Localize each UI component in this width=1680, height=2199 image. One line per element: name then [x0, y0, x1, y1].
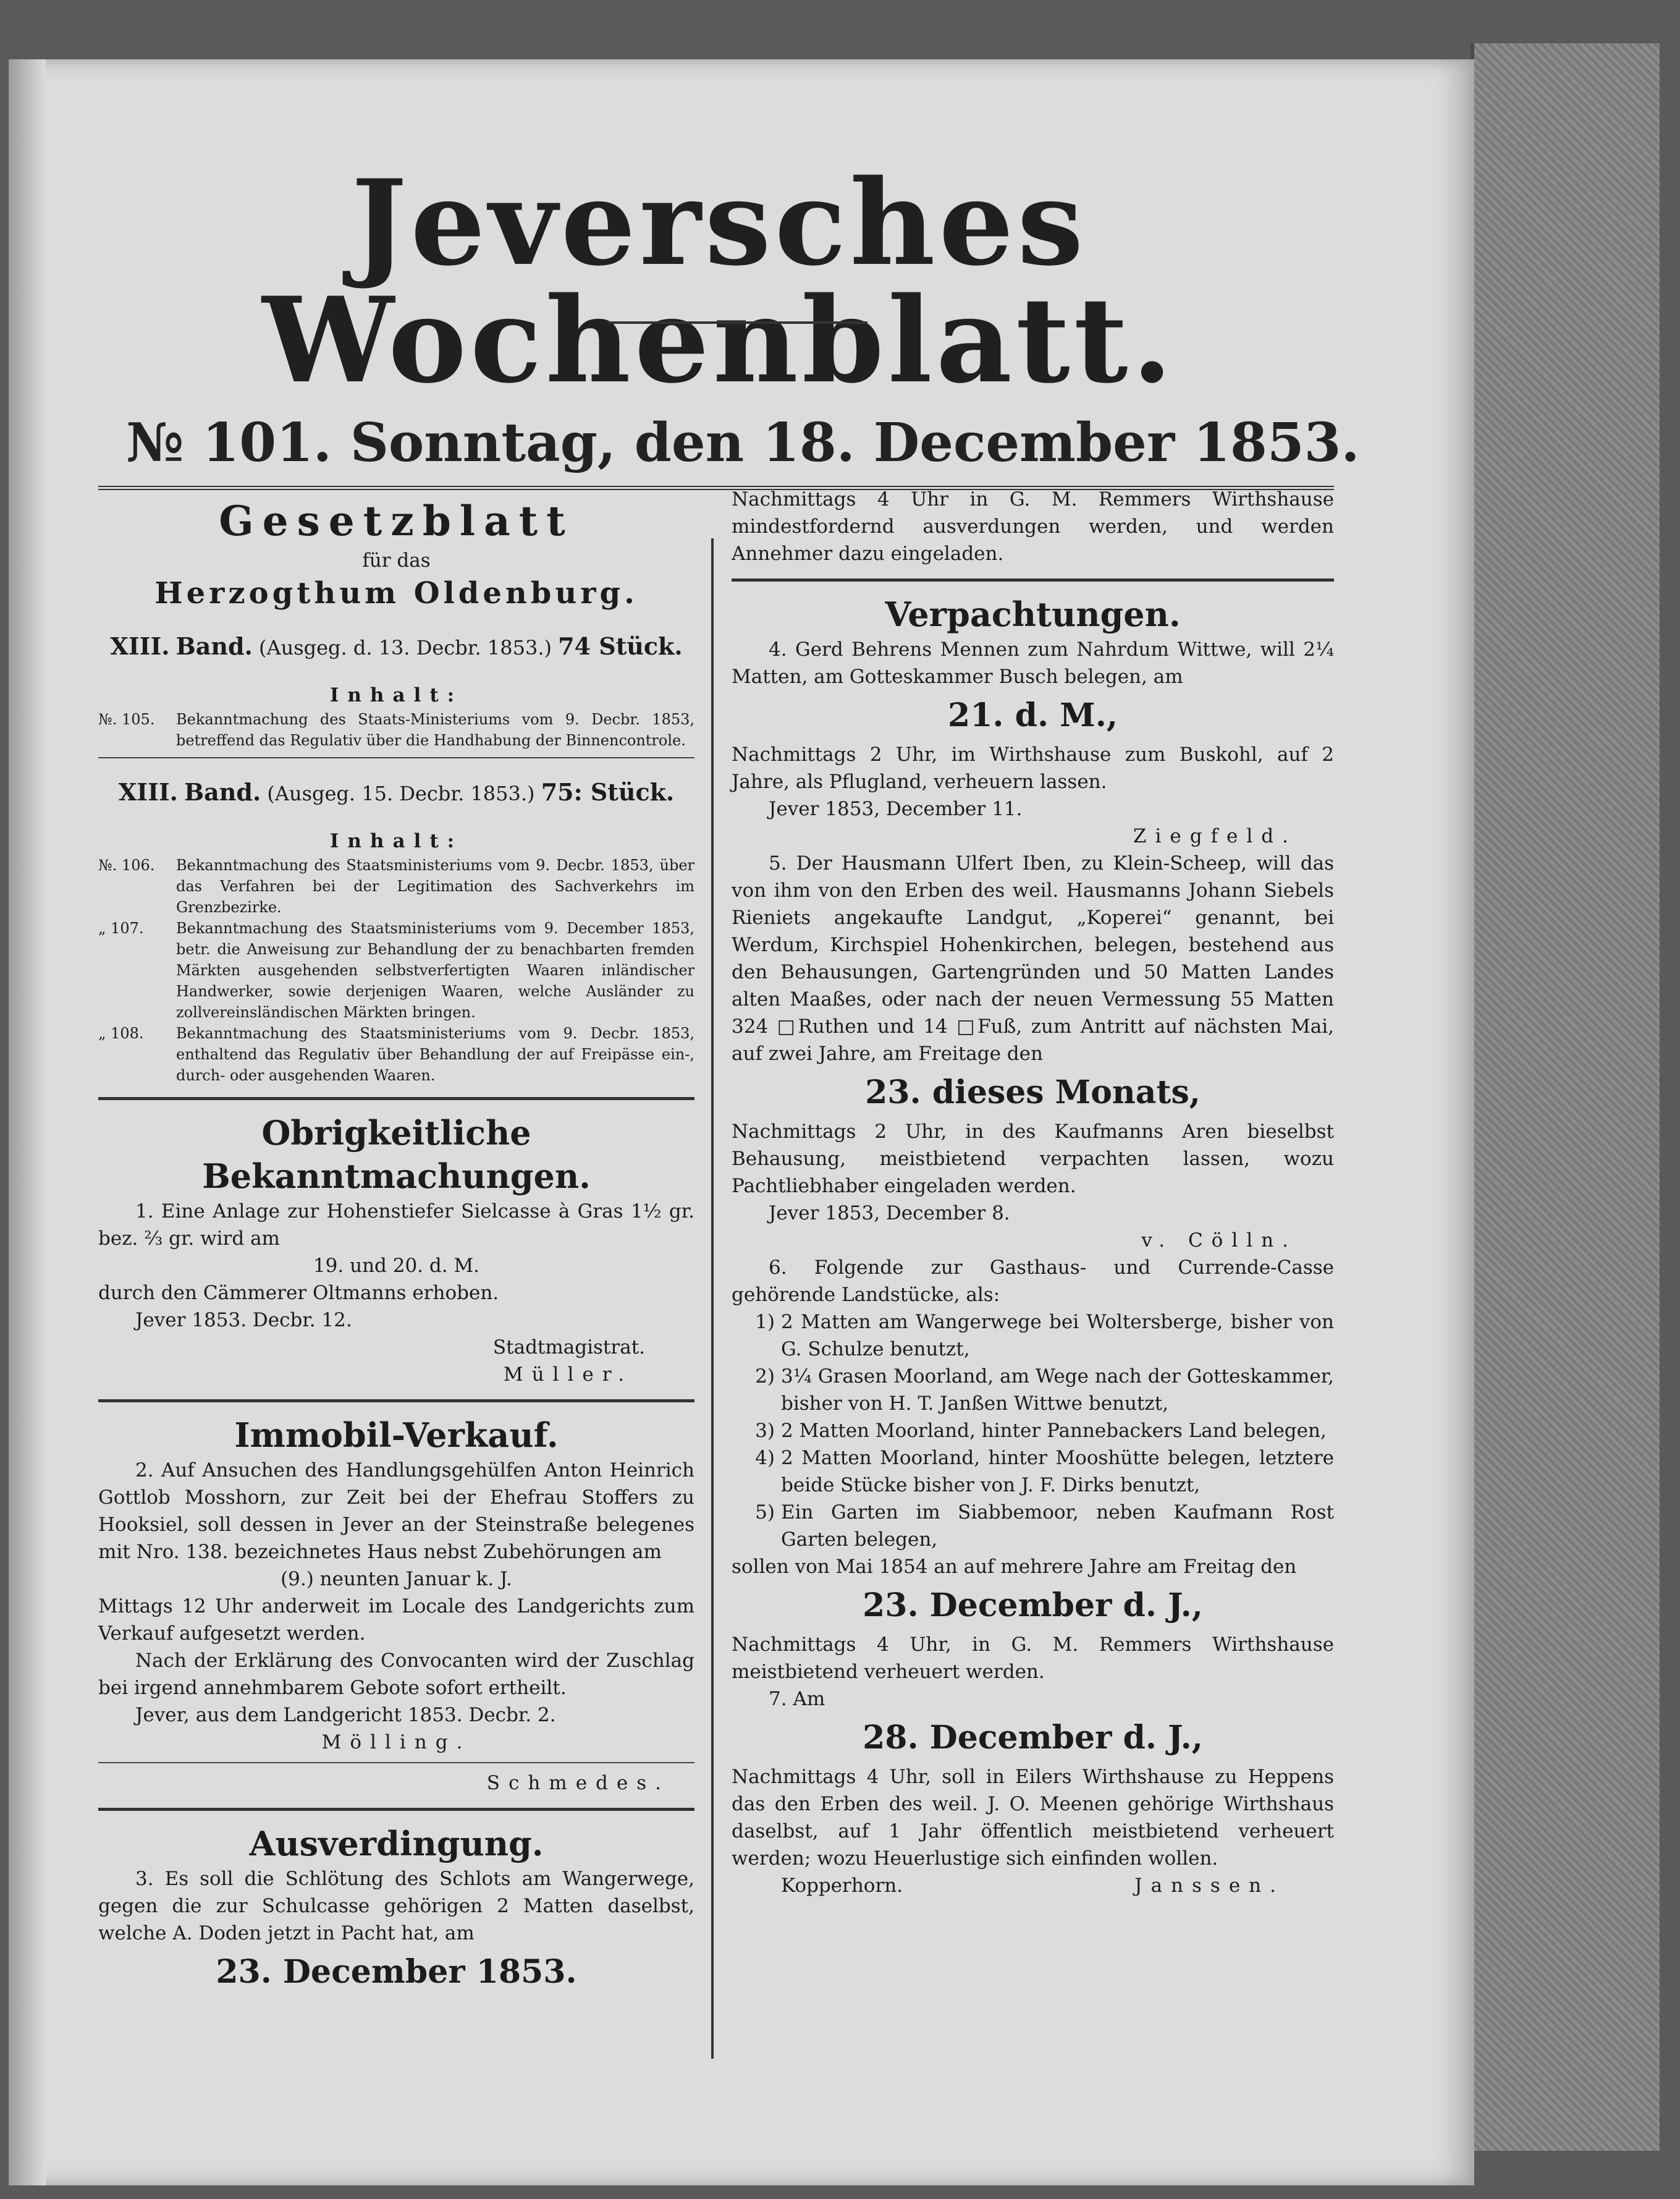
verp-p4b: Nachmittags 2 Uhr, im Wirthshause zum Buskohl, auf 2 Jahre, als Pflugland, verheuern lassen. [732, 744, 1334, 793]
ausverdingung-date: 23. December 1853. [216, 1953, 577, 1991]
band-stueck: 74 Stück. [558, 632, 683, 660]
band-lead: XIII. [118, 778, 178, 806]
obrig-p1: 1. Eine Anlage zur Hohenstiefer Sielcasse à Gras 1½ gr. bez. ⅔ gr. wird am [98, 1200, 694, 1250]
gesetzblatt-title: Gesetzblatt [219, 497, 574, 545]
band-mid: (Ausgeg. d. 13. Decbr. 1853.) [258, 636, 552, 659]
gesetzblatt-sub: für das [362, 549, 431, 572]
divider [98, 757, 694, 758]
land-item-text: 2 Matten am Wangerwege bei Woltersberge, bisher von G. Schulze benutzt, [781, 1311, 1334, 1360]
obrig-p2: durch den Cämmerer Oltmanns erhoben. [98, 1282, 499, 1304]
obrig-sign: Müller. [503, 1363, 633, 1386]
obrig-title: Obrigkeitliche Bekanntmachungen. [202, 1113, 591, 1196]
land-item [732, 1363, 1334, 1417]
issue-line: № 101. Sonntag, den 18. December 1853. [126, 412, 1360, 474]
verp-p7b: Nachmittags 4 Uhr, soll in Eilers Wirthshause zu Heppens das den Erben des weil. J. O. Meenen gehörige Wirthshaus daselbst, auf 1 Jahr öffentlich meistbietend verheuert werden; wozu Heuerlustige sich einfinden wollen. [732, 1766, 1334, 1870]
verpachtungen-title: Verpachtungen. [885, 595, 1181, 634]
verp-p4: 4. Gerd Behrens Mennen zum Nahrdum Wittwe, will 2¼ Matten, am Gotteskammer Busch belegen, am [732, 638, 1334, 688]
ausverdingung-title: Ausverdingung. [249, 1824, 544, 1863]
ausverdingung-p1: 3. Es soll die Schlötung des Schlots am Wangerwege, gegen die zur Schulcasse gehörigen 2 Matten daselbst, welche A. Doden jetzt in Pacht hat, am [98, 1868, 694, 1944]
immobil-title: Immobil-Verkauf. [234, 1415, 559, 1455]
gesetz-item [98, 855, 694, 918]
verp-date6: 23. December d. J., [863, 1587, 1203, 1624]
band-line-74 [98, 632, 694, 662]
land-item-text: 2 Matten Moorland, hinter Mooshütte belegen, letztere beide Stücke bisher von J. F. Dirks benutzt, [781, 1447, 1334, 1496]
land-item-no: 2) [755, 1365, 775, 1388]
gesetz-text: Bekanntmachung des Staatsministeriums vom 9. Decbr. 1853, enthaltend das Regulativ über Behandlung der auf Freipässe ein-, durch- oder ausgehenden Waaren. [176, 1025, 694, 1084]
gesetz-text: Bekanntmachung des Staatsministeriums vom 9. December 1853, betr. die Anweisung zur Behandlung der zu benachbarten fremden Märkten ausgehenden selbstverfertigten Waaren inländischer Handwerker, sowie derjenigen Waaren, welche Ausländer zu zollvereinsländischen Märkten bringen. [176, 920, 694, 1021]
band-word: Band. [184, 778, 261, 806]
divider [732, 578, 1334, 582]
land-item [732, 1499, 1334, 1553]
verp-p7: 7. Am [769, 1688, 825, 1710]
verp-place5: Jever 1853, December 8. [769, 1202, 1010, 1224]
verp-p6b: sollen von Mai 1854 an auf mehrere Jahre am Freitag den [732, 1556, 1297, 1578]
gesetz-no: №. 105. [98, 711, 155, 728]
continued-text: Nachmittags 4 Uhr in G. M. Remmers Wirthshause mindestfordernd ausverdungen werden, und werden Annehmer dazu eingeladen. [732, 488, 1334, 565]
verp-sign4: Ziegfeld. [1133, 825, 1297, 847]
land-item-no: 1) [755, 1311, 775, 1333]
land-item [732, 1308, 1334, 1363]
band-word: Band. [175, 632, 253, 660]
band-line-75 [98, 778, 694, 808]
gesetz-no: №. 106. [98, 857, 155, 874]
masthead-rule [608, 321, 867, 324]
land-item-text: Ein Garten im Siabbemoor, neben Kaufmann Rost Garten belegen, [781, 1501, 1334, 1551]
land-item-no: 5) [755, 1501, 775, 1523]
divider [98, 1808, 694, 1811]
land-item-text: 3¼ Grasen Moorland, am Wege nach der Gotteskammer, bisher von H. T. Janßen Wittwe benutzt, [781, 1365, 1334, 1415]
land-item-no: 3) [755, 1420, 775, 1442]
gesetz-item [98, 918, 694, 1023]
newspaper-page [9, 59, 1474, 2185]
foot-right: Janssen. [1134, 1875, 1285, 1897]
verp-p6: 6. Folgende zur Gasthaus- und Currende-Casse gehörende Landstücke, als: [732, 1256, 1334, 1306]
divider [98, 1399, 694, 1402]
verp-p5b: Nachmittags 2 Uhr, in des Kaufmanns Aren bieselbst Behausung, meistbietend verpachten lassen, wozu Pachtliebhaber eingeladen werden. [732, 1121, 1334, 1197]
gesetz-item [98, 709, 694, 751]
band-stueck: 75: Stück. [541, 778, 675, 806]
verp-date5: 23. dieses Monats, [865, 1074, 1201, 1111]
band-mid: (Ausgeg. 15. Decbr. 1853.) [267, 782, 535, 805]
immobil-p1: 2. Auf Ansuchen des Handlungsgehülfen Anton Heinrich Gottlob Mosshorn, zur Zeit bei der Ehefrau Stoffers zu Hooksiel, soll dessen in Jever an der Steinstraße belegenes mit Nro. 138. bezeichnetes Haus nebst Zubehörungen am [98, 1459, 694, 1563]
obrig-office: Stadtmagistrat. [492, 1336, 645, 1358]
foot-left: Kopperhorn. [781, 1875, 903, 1897]
obrig-date: 19. und 20. d. M. [313, 1255, 480, 1277]
immobil-sign1: Mölling. [321, 1731, 471, 1753]
verp-sign5: v. Cölln. [1141, 1229, 1297, 1252]
obrig-place: Jever 1853. Decbr. 12. [135, 1309, 352, 1331]
immobil-p3: Nach der Erklärung des Convocanten wird der Zuschlag bei irgend annehmbarem Gebote sofort ertheilt. [98, 1650, 694, 1699]
verp-place4: Jever 1853, December 11. [769, 798, 1023, 820]
verp-p6c: Nachmittags 4 Uhr, in G. M. Remmers Wirthshause meistbietend verheuert werden. [732, 1633, 1334, 1683]
book-binding-edge [1471, 43, 1660, 2151]
band-lead: XIII. [110, 632, 170, 660]
gesetz-no: „ 108. [98, 1025, 144, 1042]
land-item-text: 2 Matten Moorland, hinter Pannebackers Land belegen, [781, 1420, 1327, 1442]
verp-date4: 21. d. M., [948, 697, 1118, 734]
left-column [98, 495, 694, 1998]
gesetz-no: „ 107. [98, 920, 144, 937]
immobil-sign2: Schmedes. [486, 1772, 670, 1794]
inhalt-heading: Inhalt: [329, 830, 463, 852]
land-item-no: 4) [755, 1447, 775, 1469]
gesetz-item [98, 1023, 694, 1086]
signature-line [732, 1872, 1334, 1899]
immobil-p2: Mittags 12 Uhr anderweit im Locale des Landgerichts zum Verkauf aufgesetzt werden. [98, 1595, 694, 1645]
right-column [732, 486, 1334, 1899]
divider [98, 1097, 694, 1100]
gesetz-text: Bekanntmachung des Staatsministeriums vom 9. Decbr. 1853, über das Verfahren bei der Legitimation des Sachverkehrs im Grenzbezirke. [176, 857, 694, 916]
divider [98, 1762, 694, 1763]
immobil-date: (9.) neunten Januar k. J. [281, 1568, 512, 1590]
land-item [732, 1417, 1334, 1444]
verp-p5: 5. Der Hausmann Ulfert Iben, zu Klein-Scheep, will das von ihm von den Erben des weil. Hausmanns Johann Siebels Rieniets angekaufte Landgut, „Koperei“ genannt, bei Werdum, Kirchspiel Hohenkirchen, belegen, bestehend aus den Behausungen, Gartengründen und 50 Matten Landes alten Maaßes, oder nach der neuen Vermessung 55 Matten 324 □Ruthen und 14 □Fuß, zum Antritt auf nächsten Mai, auf zwei Jahre, am Freitage den [732, 852, 1334, 1065]
verp-date7: 28. December d. J., [863, 1719, 1203, 1756]
masthead-title: Jeversches Wochenblatt. [262, 154, 1176, 409]
column-separator [711, 538, 714, 2059]
gesetzblatt-region: Herzogthum Oldenburg. [154, 576, 638, 611]
inhalt-heading: Inhalt: [329, 684, 463, 706]
land-item [732, 1444, 1334, 1499]
gesetz-text: Bekanntmachung des Staats-Ministeriums vom 9. Decbr. 1853, betreffend das Regulativ über die Handhabung der Binnencontrole. [176, 711, 694, 749]
immobil-place: Jever, aus dem Landgericht 1853. Decbr. 2. [135, 1704, 556, 1726]
